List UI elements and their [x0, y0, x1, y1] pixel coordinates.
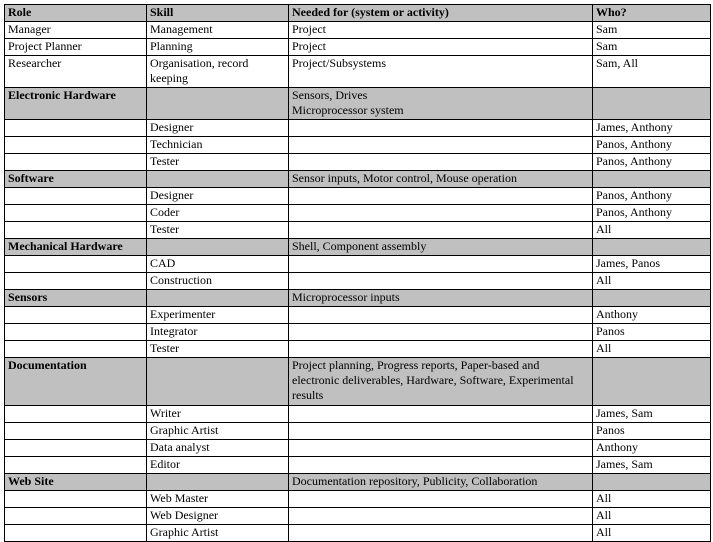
table-row — [5, 406, 711, 423]
cell-who: Panos — [593, 324, 711, 341]
cell-who — [593, 358, 711, 406]
cell-skill: Data analyst — [147, 440, 289, 457]
cell-role — [5, 508, 147, 525]
header-skill: Skill — [147, 5, 289, 22]
cell-role — [5, 324, 147, 341]
cell-role — [5, 222, 147, 239]
section-row — [5, 171, 711, 188]
cell-skill: Construction — [147, 273, 289, 290]
cell-needed-for — [289, 324, 593, 341]
table-row — [5, 256, 711, 273]
cell-who: Sam — [593, 22, 711, 39]
cell-skill: Tester — [147, 222, 289, 239]
cell-skill: CAD — [147, 256, 289, 273]
table-row — [5, 508, 711, 525]
cell-who: James, Anthony — [593, 120, 711, 137]
cell-role — [5, 188, 147, 205]
section-row — [5, 290, 711, 307]
cell-needed-for: Project — [289, 39, 593, 56]
table-row — [5, 491, 711, 508]
cell-role — [5, 423, 147, 440]
table-row — [5, 525, 711, 542]
cell-role — [5, 205, 147, 222]
cell-who: James, Panos — [593, 256, 711, 273]
cell-who: Panos, Anthony — [593, 188, 711, 205]
cell-skill: Coder — [147, 205, 289, 222]
cell-who: All — [593, 273, 711, 290]
table-row — [5, 423, 711, 440]
cell-needed-for — [289, 525, 593, 542]
cell-who: All — [593, 222, 711, 239]
table-row — [5, 188, 711, 205]
cell-role: Software — [5, 171, 147, 188]
cell-role: Project Planner — [5, 39, 147, 56]
cell-who: Sam, All — [593, 56, 711, 88]
cell-who: Anthony — [593, 440, 711, 457]
cell-needed-for — [289, 341, 593, 358]
table-row — [5, 205, 711, 222]
cell-needed-for — [289, 440, 593, 457]
cell-role: Documentation — [5, 358, 147, 406]
table-row — [5, 154, 711, 171]
cell-role: Web Site — [5, 474, 147, 491]
cell-who: Panos, Anthony — [593, 137, 711, 154]
cell-needed-for — [289, 188, 593, 205]
cell-role — [5, 525, 147, 542]
cell-role: Researcher — [5, 56, 147, 88]
cell-role: Mechanical Hardware — [5, 239, 147, 256]
cell-needed-for — [289, 406, 593, 423]
table-row — [5, 307, 711, 324]
cell-who: Panos — [593, 423, 711, 440]
table-row — [5, 440, 711, 457]
section-row — [5, 239, 711, 256]
cell-needed-for — [289, 307, 593, 324]
header-role: Role — [5, 5, 147, 22]
section-row — [5, 474, 711, 491]
cell-needed-for — [289, 154, 593, 171]
cell-who: All — [593, 341, 711, 358]
cell-skill: Graphic Artist — [147, 525, 289, 542]
table-row — [5, 39, 711, 56]
cell-skill: Integrator — [147, 324, 289, 341]
table-row — [5, 324, 711, 341]
cell-who — [593, 88, 711, 120]
cell-role — [5, 154, 147, 171]
cell-needed-for — [289, 256, 593, 273]
section-row — [5, 358, 711, 406]
header-who: Who? — [593, 5, 711, 22]
header-needed-for: Needed for (system or activity) — [289, 5, 593, 22]
table-row — [5, 120, 711, 137]
cell-role — [5, 256, 147, 273]
cell-skill — [147, 171, 289, 188]
cell-role: Manager — [5, 22, 147, 39]
cell-who — [593, 290, 711, 307]
table-body — [5, 22, 711, 542]
cell-needed-for — [289, 423, 593, 440]
cell-needed-for — [289, 120, 593, 137]
cell-skill: Editor — [147, 457, 289, 474]
cell-role — [5, 137, 147, 154]
cell-needed-for: Project/Subsystems — [289, 56, 593, 88]
table-row — [5, 22, 711, 39]
cell-who — [593, 171, 711, 188]
cell-skill: Planning — [147, 39, 289, 56]
cell-needed-for — [289, 222, 593, 239]
cell-who: All — [593, 491, 711, 508]
cell-role — [5, 440, 147, 457]
cell-who: James, Sam — [593, 406, 711, 423]
cell-who: All — [593, 525, 711, 542]
cell-role — [5, 457, 147, 474]
cell-needed-for — [289, 491, 593, 508]
cell-skill — [147, 474, 289, 491]
cell-needed-for: Documentation repository, Publicity, Collaboration — [289, 474, 593, 491]
cell-role — [5, 307, 147, 324]
cell-role — [5, 273, 147, 290]
cell-role — [5, 406, 147, 423]
cell-skill: Designer — [147, 120, 289, 137]
table-header-row — [5, 5, 711, 22]
cell-needed-for — [289, 508, 593, 525]
cell-needed-for: Microprocessor inputs — [289, 290, 593, 307]
cell-skill: Writer — [147, 406, 289, 423]
cell-who: All — [593, 508, 711, 525]
cell-skill — [147, 239, 289, 256]
table-row — [5, 222, 711, 239]
cell-needed-for — [289, 457, 593, 474]
cell-needed-for: Sensors, Drives Microprocessor system — [289, 88, 593, 120]
cell-role — [5, 491, 147, 508]
cell-who — [593, 474, 711, 491]
cell-skill: Technician — [147, 137, 289, 154]
cell-skill: Graphic Artist — [147, 423, 289, 440]
roles-table — [4, 4, 711, 542]
cell-who: Anthony — [593, 307, 711, 324]
cell-needed-for: Project planning, Progress reports, Paper-based and electronic deliverables, Hardware, Software, Experimental results — [289, 358, 593, 406]
table-row — [5, 457, 711, 474]
cell-needed-for — [289, 137, 593, 154]
cell-role — [5, 341, 147, 358]
cell-needed-for — [289, 273, 593, 290]
cell-skill: Designer — [147, 188, 289, 205]
cell-who: Panos, Anthony — [593, 205, 711, 222]
cell-needed-for: Project — [289, 22, 593, 39]
table-row — [5, 137, 711, 154]
cell-skill: Tester — [147, 154, 289, 171]
table-row — [5, 341, 711, 358]
cell-who: James, Sam — [593, 457, 711, 474]
cell-skill — [147, 290, 289, 307]
cell-role — [5, 120, 147, 137]
cell-needed-for: Sensor inputs, Motor control, Mouse operation — [289, 171, 593, 188]
cell-skill: Organisation, record keeping — [147, 56, 289, 88]
cell-skill: Web Master — [147, 491, 289, 508]
cell-role: Sensors — [5, 290, 147, 307]
cell-who — [593, 239, 711, 256]
table-row — [5, 56, 711, 88]
cell-who: Sam — [593, 39, 711, 56]
cell-skill — [147, 358, 289, 406]
cell-skill: Web Designer — [147, 508, 289, 525]
cell-needed-for — [289, 205, 593, 222]
table-row — [5, 273, 711, 290]
cell-skill — [147, 88, 289, 120]
cell-role: Electronic Hardware — [5, 88, 147, 120]
cell-needed-for: Shell, Component assembly — [289, 239, 593, 256]
section-row — [5, 88, 711, 120]
cell-skill: Tester — [147, 341, 289, 358]
cell-skill: Management — [147, 22, 289, 39]
cell-who: Panos, Anthony — [593, 154, 711, 171]
cell-skill: Experimenter — [147, 307, 289, 324]
